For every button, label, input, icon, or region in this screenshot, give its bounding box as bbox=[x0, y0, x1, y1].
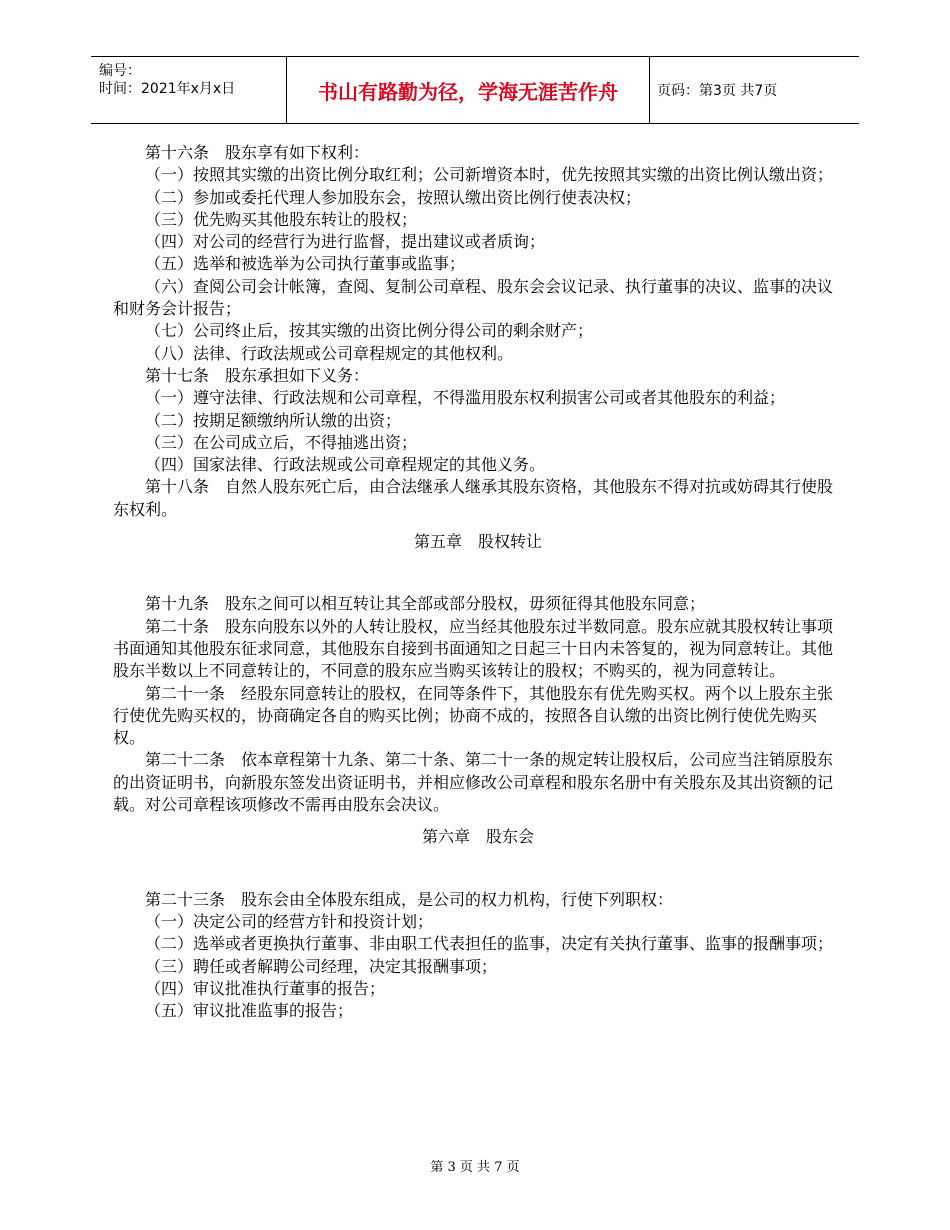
article-22: 第二十二条 依本章程第十九条、第二十条、第二十一条的规定转让股权后，公司应当注销原股东的出资证明书，向新股东签发出资证明书，并相应修改公司章程和股东名册中有关股东及其出资额的记载。对公司章程该项修改不需再由股东会决议。 bbox=[113, 750, 834, 815]
header-page-info: 页码：第3页 共7页 bbox=[657, 83, 778, 99]
header-time-label: 时间：2021年x月x日 bbox=[99, 81, 236, 97]
document-body bbox=[113, 142, 843, 1022]
paragraph: （六）查阅公司会计帐簿，查阅、复制公司章程、股东会会议记录、执行董事的决议、监事的决议和财务会计报告； bbox=[113, 276, 834, 319]
paragraph: （二）参加或委托代理人参加股东会，按照认缴出资比例行使表决权； bbox=[145, 187, 642, 207]
paragraph: （四）国家法律、行政法规或公司章程规定的其他义务。 bbox=[145, 455, 546, 475]
article-19: 第十九条 股东之间可以相互转让其全部或部分股权，毋须征得其他股东同意； bbox=[145, 594, 706, 614]
paragraph: （四）对公司的经营行为进行监督，提出建议或者质询； bbox=[145, 232, 546, 252]
page-footer: 第 3 页 共 7 页 bbox=[430, 1160, 520, 1175]
chapter-6-heading: 第六章 股东会 bbox=[421, 827, 534, 847]
paragraph: （五）审议批准监事的报告； bbox=[145, 1001, 354, 1021]
paragraph: （二）按期足额缴纳所认缴的出资； bbox=[145, 410, 402, 430]
paragraph: （五）选举和被选举为公司执行董事或监事； bbox=[145, 254, 466, 274]
article-21: 第二十一条 经股东同意转让的股权，在同等条件下，其他股东有优先购买权。两个以上股东主张行使优先购买权的，协商确定各自的购买比例；协商不成的，按照各自认缴的出资比例行使优先购买权。 bbox=[113, 683, 834, 748]
article-23: 第二十三条 股东会由全体股东组成，是公司的权力机构，行使下列职权： bbox=[145, 889, 674, 909]
article-18: 第十八条 自然人股东死亡后，由合法继承人继承其股东资格，其他股东不得对抗或妨碍其行使股东权利。 bbox=[113, 477, 834, 519]
paragraph: （三）优先购买其他股东转让的股权； bbox=[145, 209, 418, 229]
page-header bbox=[91, 56, 859, 124]
header-divider bbox=[649, 57, 650, 123]
header-motto: 书山有路勤为径，学海无涯苦作舟 bbox=[318, 79, 618, 104]
article-20: 第二十条 股东向股东以外的人转让股权，应当经其他股东过半数同意。股东应就其股权转让事项书面通知其他股东征求同意，其他股东自接到书面通知之日起三十日内未答复的，视为同意转让。其他股东半数以上不同意转让的，不同意的股东应当购买该转让的股权；不购买的，视为同意转让。 bbox=[113, 616, 834, 681]
paragraph: （三）在公司成立后，不得抽逃出资； bbox=[145, 432, 418, 452]
paragraph: （一）遵守法律、行政法规和公司章程，不得滥用股东权利损害公司或者其他股东的利益； bbox=[145, 388, 786, 408]
header-number-label: 编号： bbox=[99, 63, 141, 79]
paragraph: （二）选举或者更换执行董事、非由职工代表担任的监事，决定有关执行董事、监事的报酬事项； bbox=[145, 934, 834, 954]
header-meta bbox=[99, 62, 289, 98]
paragraph: （八）法律、行政法规或公司章程规定的其他权利。 bbox=[145, 343, 514, 363]
paragraph: （七）公司终止后，按其实缴的出资比例分得公司的剩余财产； bbox=[145, 321, 594, 341]
article-16: 第十六条 股东享有如下权利： bbox=[145, 143, 370, 162]
paragraph: （一）决定公司的经营方针和投资计划； bbox=[145, 911, 434, 931]
paragraph: （四）审议批准执行董事的报告； bbox=[145, 978, 386, 998]
paragraph: （一）按照其实缴的出资比例分取红利；公司新增资本时，优先按照其实缴的出资比例认缴出资； bbox=[145, 165, 834, 185]
article-17: 第十七条 股东承担如下义务： bbox=[145, 365, 370, 385]
chapter-5-heading: 第五章 股权转让 bbox=[413, 532, 542, 552]
paragraph: （三）聘任或者解聘公司经理，决定其报酬事项； bbox=[145, 956, 498, 976]
